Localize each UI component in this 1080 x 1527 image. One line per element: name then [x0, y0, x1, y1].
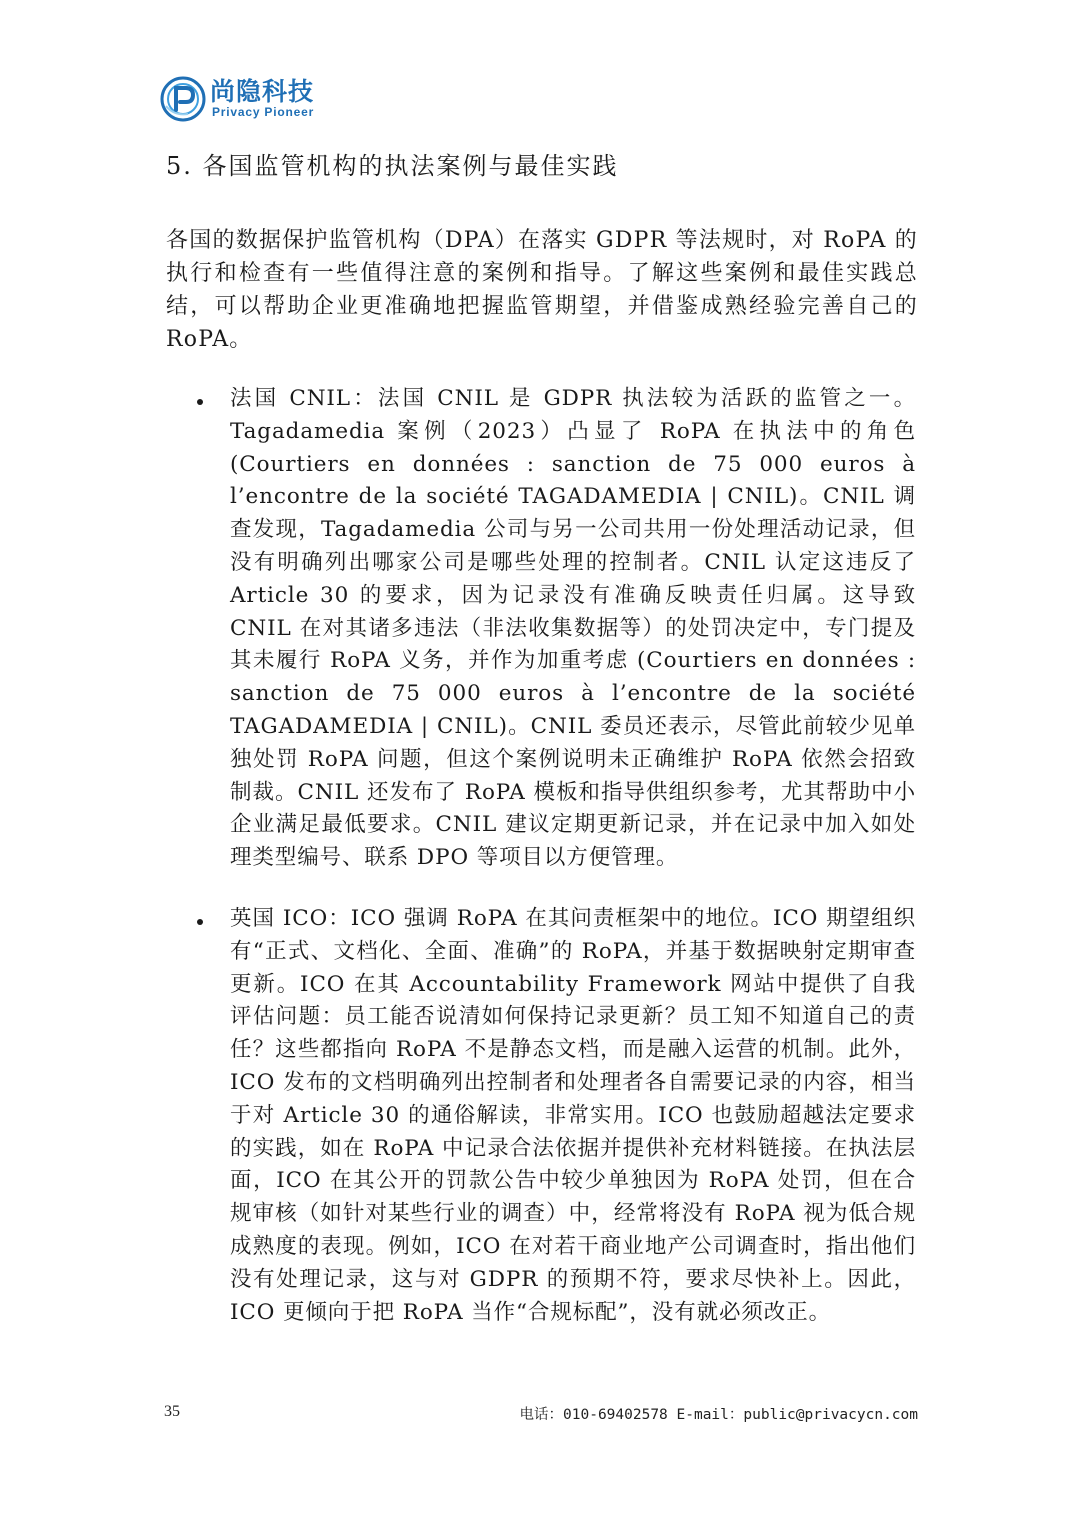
bullet-item-cnil: 法国 CNIL：法国 CNIL 是 GDPR 执法较为活跃的监管之一。Tagadamedia 案例（2023）凸显了 RoPA 在执法中的角色 (Courtiers en données : sanction de 75 000 euros à l’encontre de la société TAGADAMEDIA | CNIL)。CNIL 调查发现，Tagadamedia 公司与另一公司共用一份处理活动记录，但没有明确列出哪家公司是哪些处理的控制者。CNIL 认定这违反了 Article 30 的要求，因为记录没有准确反映责任归属。这导致 CNIL 在对其诸多违法（非法收集数据等）的处罚决定中，专门提及其未履行 RoPA 义务，并作为加重考虑 (Courtiers en données : sanction de 75 000 euros à l’encontre de la société TAGADAMEDIA | CNIL)。CNIL 委员还表示，尽管此前较少见单独处罚 RoPA 问题，但这个案例说明未正确维护 RoPA 依然会招致制裁。CNIL 还发布了 RoPA 模板和指导供组织参考，尤其帮助中小企业满足最低要求。CNIL 建议定期更新记录，并在记录中加入如处理类型编号、联系 DPO 等项目以方便管理。 [230, 386, 916, 871]
intro-paragraph: 各国的数据保护监管机构（DPA）在落实 GDPR 等法规时，对 RoPA 的执行和检查有一些值得注意的案例和指导。了解这些案例和最佳实践总结，可以帮助企业更准确地把握监管期望，并借鉴成熟经验完善自己的 RoPA。 [166, 228, 918, 352]
company-logo [160, 76, 340, 124]
bullet-dot [196, 398, 206, 408]
logo-chinese-name: 尚隐科技 [210, 77, 315, 106]
bullet-dot [196, 918, 206, 928]
privacy-pioneer-logo-icon [160, 76, 206, 122]
logo-english-name: Privacy Pioneer [212, 105, 315, 119]
section-heading: 5. 各国监管机构的执法案例与最佳实践 [166, 152, 619, 180]
bullet-item-ico: 英国 ICO：ICO 强调 RoPA 在其问责框架中的地位。ICO 期望组织有“正式、文档化、全面、准确”的 RoPA，并基于数据映射定期审查更新。ICO 在其 Accountability Framework 网站中提供了自我评估问题：员工能否说清如何保持记录更新？员工知不知道自己的责任？这些都指向 RoPA 不是静态文档，而是融入运营的机制。此外，ICO 发布的文档明确列出控制者和处理者各自需要记录的内容，相当于对 Article 30 的通俗解读，非常实用。ICO 也鼓励超越法定要求的实践，如在 RoPA 中记录合法依据并提供补充材料链接。在执法层面，ICO 在其公开的罚款公告中较少单独因为 RoPA 处罚，但在合规审核（如针对某些行业的调查）中，经常将没有 RoPA 视为低合规成熟度的表现。例如，ICO 在对若干商业地产公司调查时，指出他们没有处理记录，这与对 GDPR 的预期不符，要求尽快补上。因此，ICO 更倾向于把 RoPA 当作“合规标配”，没有就必须改正。 [230, 906, 916, 1325]
page-number: 35 [164, 1403, 180, 1420]
footer-contact: 电话：010-69402578 E-mail：public@privacycn.com [519, 1407, 918, 1423]
